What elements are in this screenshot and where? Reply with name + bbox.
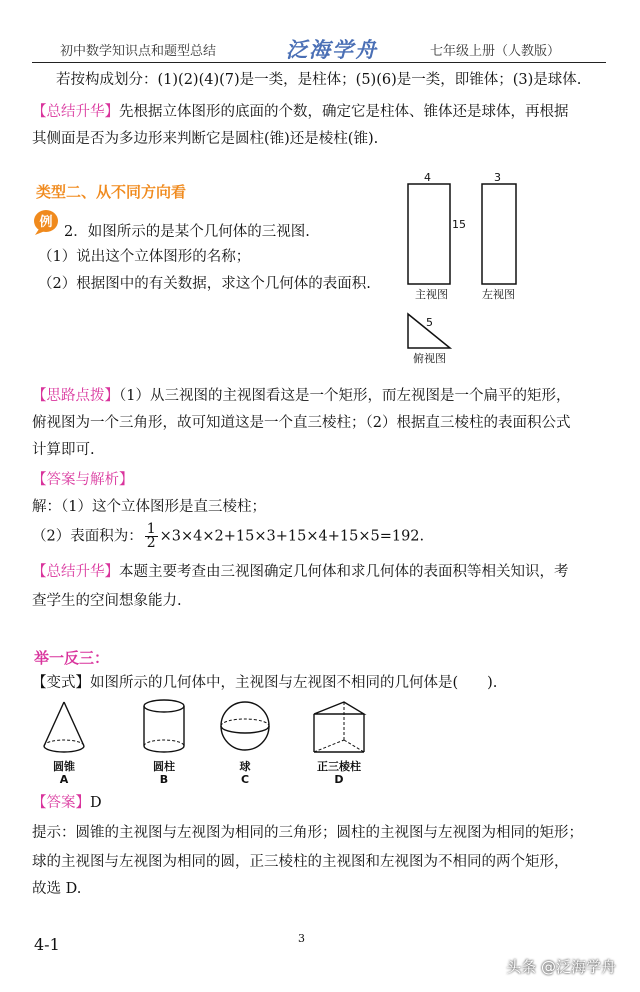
header-left-title: 初中数学知识点和题型总结 — [60, 44, 217, 59]
question-part2: （2）根据图中的有关数据，求这个几何体的表面积. — [38, 276, 371, 292]
shape-b-label — [134, 760, 194, 786]
answer-line2 — [32, 523, 424, 551]
summary1-line2: 其侧面是否为多边形来判断它是圆柱(锥)还是棱柱(锥). — [32, 131, 379, 147]
question-part1: （1）说出这个立体图形的名称； — [38, 249, 251, 265]
summary1-line1 — [32, 99, 569, 126]
triangular-prism-shape — [314, 702, 364, 752]
summary2-line2: 查学生的空间想象能力. — [32, 593, 182, 609]
hint-line2: 俯视图为一个三角形，故可知道这是一个直三棱柱；（2）根据直三棱柱的表面积公式 — [32, 415, 571, 431]
answer-line2-rest: ×3×4×2+15×3+15×4+15×5=192. — [159, 528, 425, 545]
front-view-name: 主视图 — [415, 288, 448, 301]
practice-title: 举一反三： — [34, 649, 110, 667]
cone-shape — [44, 702, 84, 752]
shape-b-name: 圆柱 — [153, 760, 175, 773]
hint-line1 — [32, 383, 570, 410]
example-badge-text: 例 — [39, 215, 53, 230]
shape-c-name: 球 — [239, 760, 251, 773]
answer-line2-prefix: （2）表面积为： — [32, 528, 143, 545]
shape-b-letter: B — [159, 773, 169, 786]
shape-d-name: 正三棱柱 — [317, 760, 361, 773]
shape-c-letter: C — [240, 773, 250, 786]
shape-c-label — [215, 760, 275, 786]
hint-line3: 计算即可. — [32, 442, 95, 458]
fraction-one-half — [145, 523, 158, 550]
shape-a-letter: A — [59, 773, 69, 786]
fraction-numerator: 1 — [146, 521, 156, 537]
shape-d-label — [309, 760, 369, 786]
header-right-title: 七年级上册（人教版） — [430, 44, 561, 59]
tip-line2: 球的主视图与左视图为相同的圆，正三棱柱的主视图和左视图为不相同的两个矩形， — [32, 854, 569, 870]
intro-line: 若按构成划分：(1)(2)(4)(7)是一类，是柱体；(5)(6)是一类，即锥体；(3)是球体. — [56, 72, 582, 88]
footer-section-code: 4-1 — [34, 935, 60, 954]
variant-text: 如图所示的几何体中，主视图与左视图不相同的几何体是( ). — [90, 675, 498, 691]
left-view-width-label: 3 — [494, 171, 501, 184]
front-view-width-label: 4 — [424, 171, 431, 184]
question-line: 2．如图所示的是某个几何体的三视图. — [64, 224, 310, 240]
final-answer-tag: 【答案】 — [32, 795, 90, 811]
section2-title: 类型二、从不同方向看 — [36, 183, 187, 201]
top-view-name: 俯视图 — [413, 352, 446, 365]
sphere-shape — [221, 702, 269, 750]
variant-tag: 【变式】 — [32, 675, 90, 691]
summary2-tag: 【总结升华】 — [32, 564, 119, 580]
three-view-figure — [398, 168, 538, 368]
front-view-rect — [408, 184, 450, 284]
final-answer-value: D — [90, 795, 102, 811]
shape-d-letter: D — [334, 773, 344, 786]
answer-line1: 解：（1）这个立体图形是直三棱柱； — [32, 499, 266, 515]
cylinder-shape — [144, 700, 184, 752]
left-view-rect — [482, 184, 516, 284]
summary1-tag: 【总结升华】 — [32, 104, 119, 120]
variant-line — [32, 670, 497, 697]
front-view-height-label: 15 — [452, 218, 466, 231]
hint-text1: （1）从三视图的主视图看这是一个矩形，而左视图是一个扁平的矩形， — [119, 388, 571, 404]
hint-tag: 【思路点拨】 — [32, 388, 119, 404]
watermark: 头条 @泛海学舟 — [506, 958, 616, 976]
example-badge-icon — [33, 207, 63, 237]
header-divider — [32, 62, 606, 63]
summary2-text1: 本题主要考查由三视图确定几何体和求几何体的表面积等相关知识，考 — [119, 564, 569, 580]
shape-a-name: 圆锥 — [53, 760, 75, 773]
summary2-line1 — [32, 559, 569, 586]
page-number: 3 — [298, 932, 305, 945]
shape-a-label — [34, 760, 94, 786]
left-view-name: 左视图 — [482, 288, 515, 301]
tip-line3: 故选 D. — [32, 881, 82, 897]
brand-logo-text: 泛海学舟 — [286, 37, 378, 62]
answer-tag: 【答案与解析】 — [32, 472, 134, 488]
final-answer-line — [32, 790, 102, 817]
tip-line1: 提示：圆锥的主视图与左视图为相同的三角形；圆柱的主视图与左视图为相同的矩形； — [32, 825, 583, 841]
fraction-denominator: 2 — [146, 535, 156, 551]
summary1-text1: 先根据立体图形的底面的个数，确定它是柱体、锥体还是球体，再根据 — [119, 104, 569, 120]
shapes-figure — [40, 696, 380, 760]
top-view-diag-label: 5 — [426, 316, 433, 329]
